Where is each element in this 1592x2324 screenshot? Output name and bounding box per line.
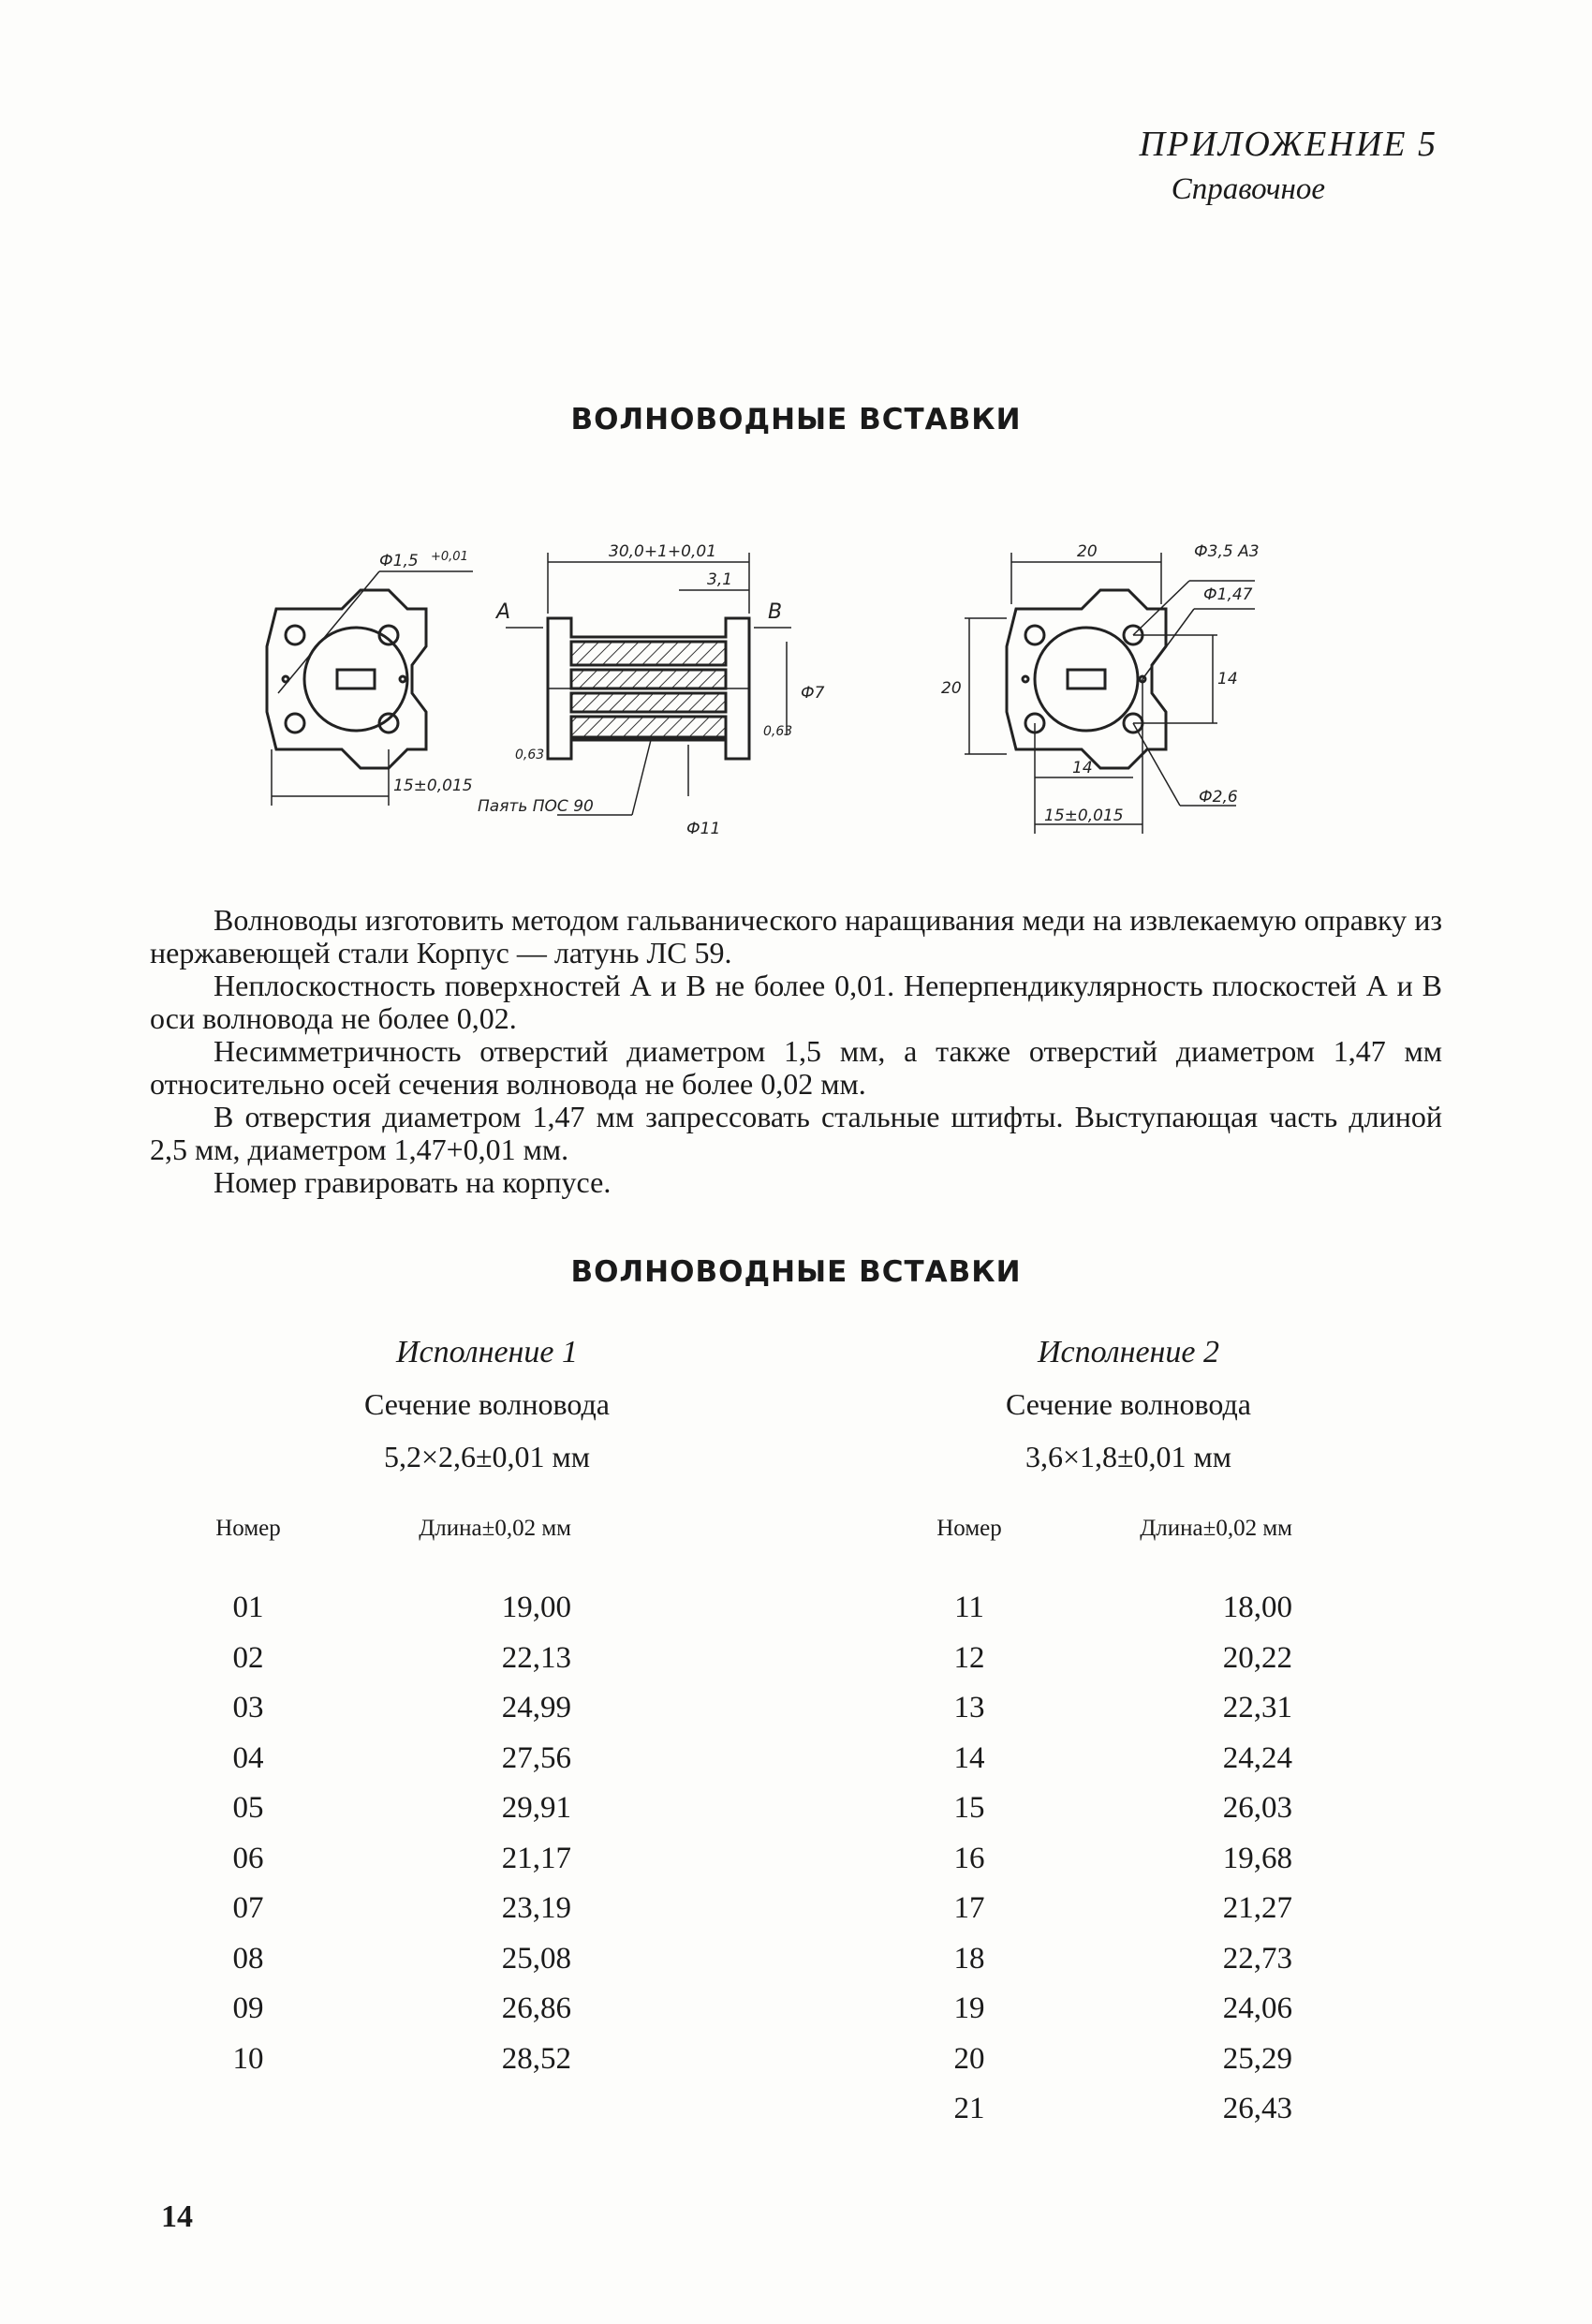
exec1-title: Исполнение 1 [395, 1335, 579, 1369]
cell-number: 09 [232, 1991, 264, 2025]
dim-d2-6: Ф2,6 [1199, 788, 1238, 807]
cell-number: 10 [232, 2041, 264, 2076]
table-row [899, 2092, 1292, 2142]
cell-number: 03 [232, 1691, 264, 1724]
roughness-right: 0,63 [763, 724, 793, 739]
table-row [178, 1791, 571, 1842]
page-number: 14 [161, 2199, 193, 2234]
cell-number: 16 [953, 1841, 985, 1875]
dim-14-bottom: 14 [1072, 759, 1093, 777]
cell-length: 21,27 [1222, 1891, 1292, 1925]
cell-length: 26,03 [1222, 1791, 1292, 1825]
cell-length: 19,68 [1222, 1841, 1292, 1875]
dim-length: 30,0+1+0,01 [609, 542, 717, 561]
exec1-header [300, 1335, 674, 1492]
table-row [178, 1842, 571, 1892]
table-row [178, 1942, 571, 1992]
table-row [899, 1591, 1292, 1641]
cell-number: 21 [953, 2092, 985, 2125]
appendix-subtitle: Справочное [1171, 172, 1325, 206]
cell-length: 24,24 [1222, 1740, 1292, 1775]
table-row [899, 1791, 1292, 1842]
table-row [899, 1991, 1292, 2042]
cell-length: 22,31 [1222, 1691, 1292, 1724]
section-title-table: ВОЛНОВОДНЫЕ ВСТАВКИ [570, 1255, 1022, 1289]
technical-drawing [239, 525, 1316, 862]
table-row [178, 1891, 571, 1942]
table-row [178, 1591, 571, 1641]
cell-number: 01 [232, 1591, 264, 1624]
label-b: B [768, 600, 783, 624]
paragraph: Волноводы изготовить методом гальванического наращивания меди на извлекаемую оправку из нержавеющей стали Корпус — латунь ЛС 59. [150, 903, 1442, 970]
dim-d11: Ф11 [686, 820, 721, 838]
table-row [899, 2042, 1292, 2093]
cell-length: 18,00 [1222, 1591, 1292, 1624]
paragraph: Неплоскостность поверхностей А и В не более 0,01. Неперпендикулярность плоскостей А и В оси волновода не более 0,02. [150, 969, 1442, 1035]
table-row [899, 1891, 1292, 1942]
cell-length: 21,17 [501, 1841, 571, 1875]
label-a: A [496, 600, 511, 624]
cell-number: 19 [953, 1991, 985, 2025]
cell-length: 20,22 [1222, 1640, 1292, 1675]
cell-number: 14 [953, 1740, 985, 1775]
solder-note: Паять ПОС 90 [478, 797, 594, 816]
table-row [178, 2042, 571, 2093]
section-title-drawing: ВОЛНОВОДНЫЕ ВСТАВКИ [570, 403, 1022, 437]
table-header [178, 1516, 571, 1591]
cell-number: 02 [232, 1640, 264, 1675]
dim-15-right: 15±0,015 [1044, 807, 1124, 825]
cell-length: 25,08 [501, 1941, 571, 1976]
dim-d1-47: Ф1,47 [1203, 585, 1253, 604]
table-row [899, 1942, 1292, 1992]
table-row [899, 1641, 1292, 1692]
table-row [899, 1691, 1292, 1741]
cell-length: 26,43 [1222, 2092, 1292, 2125]
cell-number: 08 [232, 1941, 264, 1976]
dim-20-top: 20 [1077, 542, 1098, 561]
dim-hole-tolerance: +0,01 [431, 550, 468, 564]
paragraph: В отверстия диаметром 1,47 мм запрессовать стальные штифты. Выступающая часть длиной 2,5 мм, диаметром 1,47+0,01 мм. [150, 1100, 1442, 1166]
cell-length: 26,86 [501, 1991, 571, 2025]
roughness-left: 0,63 [515, 748, 545, 762]
cell-length: 22,73 [1222, 1941, 1292, 1976]
cell-number: 12 [953, 1640, 985, 1675]
exec2-table [899, 1516, 1292, 2142]
paragraph: Номер гравировать на корпусе. [214, 1165, 612, 1199]
table-row [178, 1741, 571, 1792]
cell-number: 18 [953, 1941, 985, 1976]
cell-number: 20 [953, 2041, 985, 2076]
cell-length: 25,29 [1222, 2041, 1292, 2076]
exec1-table [178, 1516, 571, 2092]
cell-number: 05 [232, 1791, 264, 1825]
paragraph: Несимметричность отверстий диаметром 1,5 мм, а также отверстий диаметром 1,47 мм относительно осей сечения волновода не более 0,02 мм. [150, 1034, 1442, 1101]
cell-number: 17 [953, 1891, 985, 1925]
cell-number: 11 [954, 1591, 984, 1624]
col-number-header: Номер [936, 1516, 1002, 1541]
exec2-header [941, 1335, 1316, 1492]
dim-20-side: 20 [941, 679, 962, 698]
cell-length: 29,91 [501, 1791, 571, 1825]
cell-number: 07 [232, 1891, 264, 1925]
body-text [150, 904, 1442, 1199]
cell-length: 27,56 [501, 1740, 571, 1775]
table-row [899, 1741, 1292, 1792]
exec1-section-size: 5,2×2,6±0,01 мм [383, 1440, 591, 1473]
dim-15-left: 15±0,015 [393, 777, 473, 795]
cell-number: 06 [232, 1841, 264, 1875]
cell-length: 24,06 [1222, 1991, 1292, 2025]
cell-length: 28,52 [501, 2041, 571, 2076]
col-length-header: Длина±0,02 мм [419, 1516, 571, 1541]
cell-number: 13 [953, 1691, 985, 1724]
cell-length: 19,00 [501, 1591, 571, 1624]
col-number-header: Номер [215, 1516, 281, 1541]
table-header [899, 1516, 1292, 1591]
dim-3-1: 3,1 [707, 570, 733, 589]
table-row [178, 1991, 571, 2042]
cell-length: 22,13 [501, 1640, 571, 1675]
dim-d7: Ф7 [801, 684, 825, 703]
table-row [178, 1641, 571, 1692]
dim-hole-diameter: Ф1,5 [379, 552, 419, 570]
dim-14-side: 14 [1217, 670, 1238, 688]
exec1-section-label: Сечение волновода [364, 1387, 610, 1421]
exec2-section-label: Сечение волновода [1006, 1387, 1251, 1421]
appendix-title: ПРИЛОЖЕНИЕ 5 [1139, 125, 1437, 164]
cell-number: 04 [232, 1740, 264, 1775]
cell-length: 23,19 [501, 1891, 571, 1925]
cell-length: 24,99 [501, 1691, 571, 1724]
col-length-header: Длина±0,02 мм [1140, 1516, 1292, 1541]
flange-front-view-left [267, 590, 426, 768]
table-row [178, 1691, 571, 1741]
table-row [899, 1842, 1292, 1892]
insert-section-view [548, 618, 749, 759]
cell-number: 15 [953, 1791, 985, 1825]
dim-d3-5: Ф3,5 А3 [1194, 542, 1260, 561]
exec2-section-size: 3,6×1,8±0,01 мм [1024, 1440, 1232, 1473]
exec2-title: Исполнение 2 [1037, 1335, 1220, 1369]
